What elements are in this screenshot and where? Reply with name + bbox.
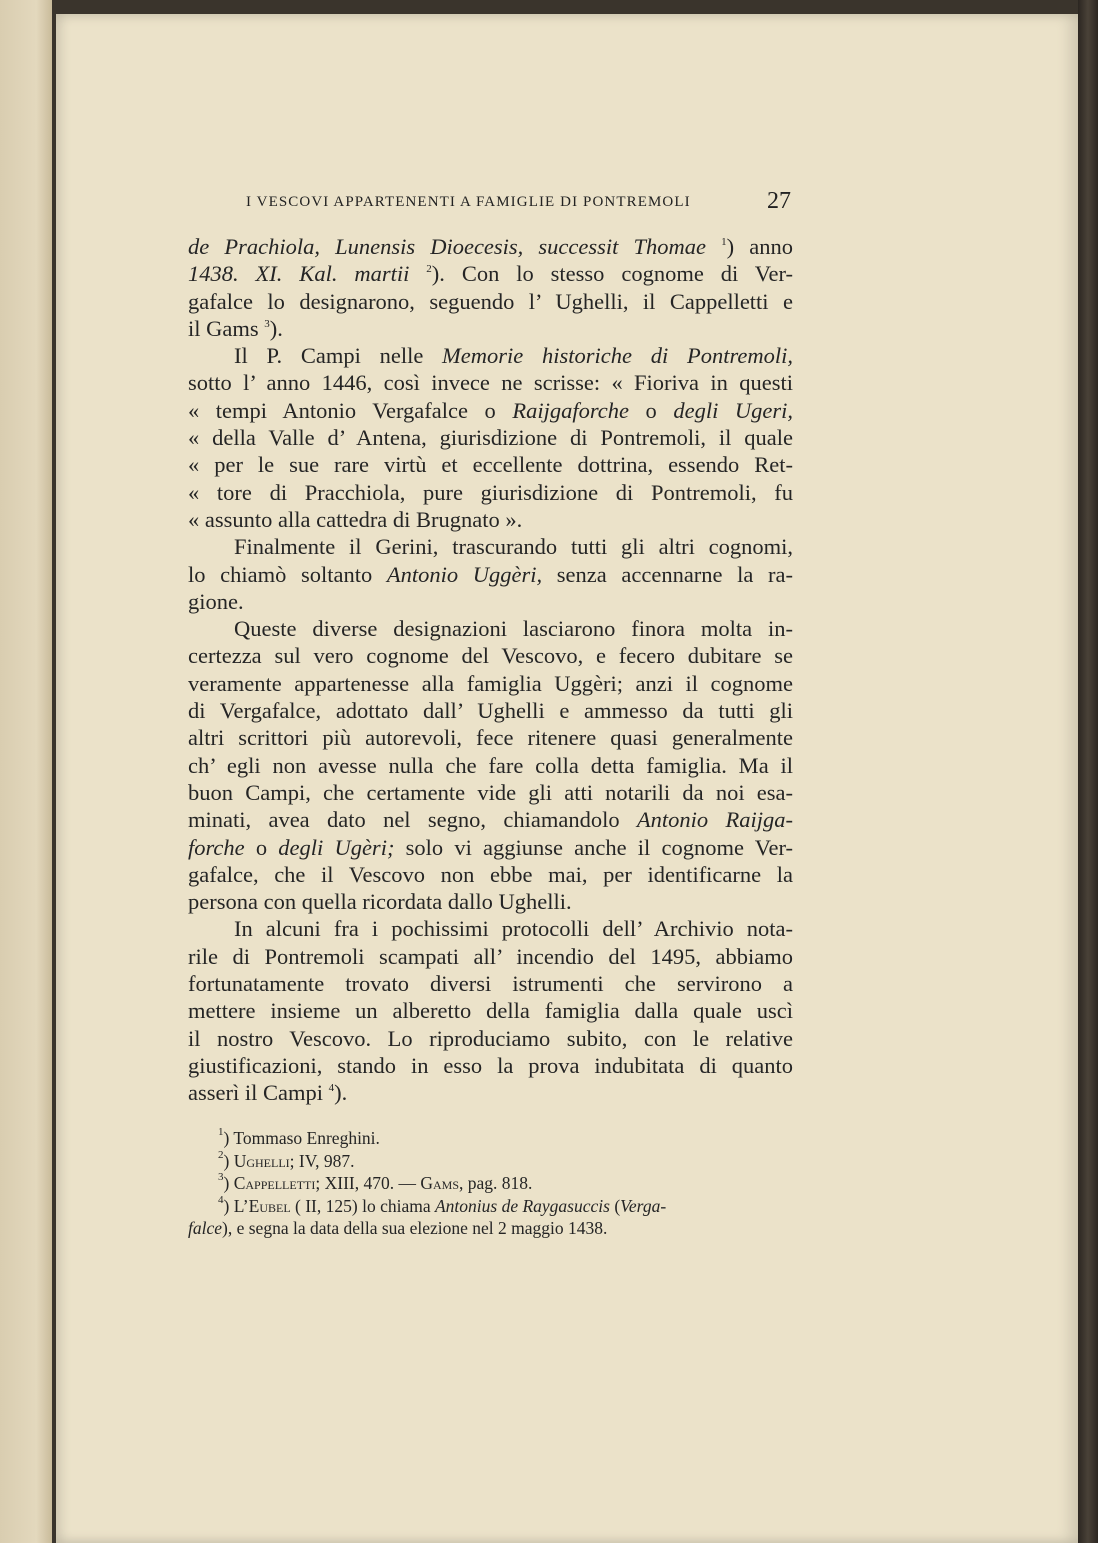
text-span: Il P. Campi nelle [234,343,424,369]
author-name: Eubel [248,1195,291,1216]
text-line: gione. [188,588,244,614]
footnote-text: , pag. 818. [459,1173,533,1194]
footnote-4 [188,1195,793,1218]
text-line: Finalmente il Gerini, trascurando tutti gli altri cognomi, [234,534,793,560]
text-line [188,315,793,342]
text-span: lo chiamò soltanto [188,561,373,587]
text-line [188,260,793,287]
footnote-4-cont [188,1217,793,1240]
footnote-ref: 1 [721,236,727,248]
running-header [188,188,793,218]
latin-name: Antonius de Raygasuccis [434,1195,610,1216]
footnote-text: ) Tommaso Enreghini. [223,1128,380,1148]
author-name: Cappelletti [233,1173,316,1194]
text-line: « per le sue rare virtù et eccellente dottrina, essendo Ret- [188,452,793,478]
footnote-1 [188,1127,793,1150]
text-line [188,342,793,369]
footnote-ref: 4 [328,1082,335,1095]
text-line: gafalce, che il Vescovo non ebbe mai, per identificarne la [188,861,793,887]
author-name: Gams [420,1173,460,1194]
text-span: ). Con lo stesso cognome di Ver- [431,261,793,287]
text-span: minati, avea dato nel segno, chiamandolo [188,807,620,833]
footnotes [188,1127,793,1240]
footnote-text: ) L’ [223,1195,249,1216]
footnote-3: $^3$) Cappelletti; XIII, 470. — Gams, pag. 818. [218,1171,533,1194]
latin-quote: de Prachiola, Lunensis Dioecesis, successit Thomae [188,234,707,259]
text-line: persona con quella ricordata dallo Ughelli. [188,889,572,915]
text-line: « assunto alla cattedra di Brugnato ». [188,506,523,532]
main-text [188,233,793,1107]
previous-page-edge [0,0,52,1543]
text-line: buon Campi, che certamente vide gli atti notarili da noi esa- [188,779,793,805]
text-line: mettere insieme un alberetto della famiglia dalla quale uscì [188,998,793,1024]
latin-quote: 1438. XI. Kal. martii [188,261,410,287]
latin-name: Verga- [620,1195,667,1216]
book-title: Memorie historiche di Pontremoli, [442,343,793,369]
footnote-2: $^2$) Ughelli; IV, 987. [218,1148,355,1171]
text-line: « tore di Pracchiola, pure giurisdizione di Pontremoli, fu [188,479,793,505]
footnote-ref: 2 [426,263,432,276]
footnote-mark: 4 [218,1193,224,1206]
text-line [188,806,793,833]
footnote-ref: 3 [264,317,270,330]
page-number: 27 [767,188,791,214]
text-line: di Vergafalce, adottato dall’ Ughelli e ammesso da tutti gli [188,698,793,724]
text-line: gafalce lo designarono, seguendo l’ Ughelli, il Cappelletti e [188,288,793,314]
text-line: veramente appartenesse alla famiglia Uggèri; anzi il cognome [188,670,793,696]
text-line [188,233,793,260]
text-span: ). [269,315,283,341]
footnote-text: ), e segna la data della sua elezione nel 2 maggio 1438. [222,1218,608,1239]
text-span: il Gams [188,315,259,341]
text-line: ch’ egli non avesse nulla che fare colla detta famiglia. Ma il [188,752,793,778]
text-span: o [255,834,268,860]
footnote-mark: 2 [218,1148,224,1161]
italic-name: forche [188,834,245,860]
text-span: senza accennarne la ra- [556,561,794,587]
text-line: Queste diverse designazioni lasciarono finora molta in- [234,616,793,642]
italic-name: Raijgaforche [512,397,629,423]
footnote-text: ( [614,1195,621,1216]
text-line: il nostro Vescovo. Lo riproduciamo subito, con le relative [188,1025,793,1051]
text-line: altri scrittori più autorevoli, fece ritenere quasi generalmente [188,725,793,751]
footnote-text: ; XIII, 470. — [315,1173,416,1194]
text-span: solo vi aggiunse anche il cognome Ver- [405,834,794,860]
text-line: « della Valle d’ Antena, giurisdizione di Pontremoli, il quale [188,425,793,451]
latin-name: falce [188,1218,223,1239]
text-line [188,397,793,424]
italic-name: degli Ugeri, [673,397,793,423]
italic-name: Antonio Uggèri, [386,561,543,587]
footnote-text: ; IV, 987. [289,1150,355,1171]
footnote-mark: 1 [218,1126,224,1138]
text-line [188,561,793,588]
italic-name: degli Ugèri; [278,834,395,860]
text-line: sotto l’ anno 1446, così invece ne scrisse: « Fioriva in questi [188,370,793,396]
text-line [188,834,793,861]
footnote-text: ( II, 125) lo chiama [295,1195,431,1216]
text-line: fortunatamente trovato diversi istrumenti che servirono a [188,971,793,997]
text-span: asserì il Campi [188,1080,323,1106]
text-line: In alcuni fra i pochissimi protocolli dell’ Archivio nota- [234,916,793,942]
text-line: rile di Pontremoli scampati all’ incendio del 1495, abbiamo [188,943,793,969]
running-title: I VESCOVI APPARTENENTI A FAMIGLIE DI PONTREMOLI [246,194,691,210]
text-span: o [645,397,657,423]
text-line: giustificazioni, stando in esso la prova indubitata di quanto [188,1052,793,1078]
text-span: ). [334,1080,348,1106]
author-name: Ughelli [233,1150,290,1171]
italic-name: Antonio Raijga- [636,807,793,833]
text-span: ) anno [726,234,794,259]
text-span: « tempi Antonio Vergafalce o [188,397,496,423]
text-line: certezza sul vero cognome del Vescovo, e fecero dubitare se [188,643,793,669]
text-line [188,1079,793,1106]
page-stack-edge [1078,0,1098,1543]
footnote-mark: 3 [218,1171,224,1184]
